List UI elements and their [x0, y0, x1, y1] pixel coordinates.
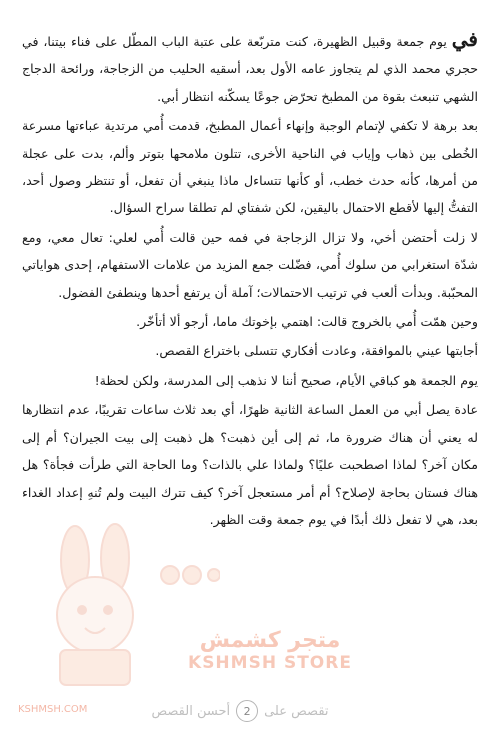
- store-name-english: KSHMSH STORE: [188, 653, 352, 673]
- paragraph-4: وحين همّت أُمي بالخروج قالت: اهتمي بإخوتك ماما، أرجو ألا أتأخّر.: [136, 314, 478, 330]
- lead-word: في: [451, 27, 478, 51]
- store-watermark: [140, 628, 400, 673]
- body-text: [22, 26, 478, 535]
- paragraph-2: بعد برهة لا تكفي لإتمام الوجبة وإنهاء أعمال المطبخ، قدمت أُمي مرتدية عباءتها مسرعة الخُطى بين ذهاب وإياب في الناحية الأخرى، تتلون ملامحها بتوتر وألم، بدت على عجلة من أمرها، كأنه حدث خطب، أو كأنها تتساءل ماذا ينبغي أن تفعل، أو تنتظر وصول أحد، التفتُّ إليها لأقطع الاحتمال باليقين، لكن شفتاي لم تطلقا سراح السؤال.: [22, 118, 478, 216]
- paragraph-7: عادة يصل أبي من العمل الساعة الثانية ظهرًا، أي بعد ثلاث ساعات تقريبًا، عدم انتظارها له يعني أن هناك ضرورة ما، ثم إلى أين ذهبت؟ هل ذهبت إلى بيت الجيران؟ أم إلى مكان آخر؟ لماذا اصطحبت عليًا؟ ولماذا علي بالذات؟ وما الحاجة التي طرأت فجأة؟ هل هناك فستان بحاجة لإصلاح؟ أم أمر مستعجل آخر؟ كيف تترك البيت ولم تُنهِ إعداد الغداء بعد، هي لا تفعل ذلك أبدًا في يوم جمعة وقت الظهر.: [22, 402, 478, 527]
- page-footer: [120, 700, 360, 722]
- paragraph-3: لا زلت أحتضن أخي، ولا تزال الزجاجة في فمه حين قالت أُمي لعلي: تعال معي، ومع شدّة استغرابي من سلوك أُمي، فضّلت جمع المزيد من علامات الاستفهام، إحدى هواياتي المحبّبة. وبدأت ألعب في ترتيب الاحتمالات؛ آملة أن يرتفع أحدها وينطفئ الفضول.: [22, 229, 478, 300]
- watermark-url: KSHMSH.COM: [18, 704, 88, 715]
- paragraph-1-text: يوم جمعة وقبيل الظهيرة، كنت متربّعة على عتبة الباب المطّل على فناء بيتنا، في حجري محمد الذي لم يتجاوز عامه الأول بعد، أسقيه الحليب من الزجاجة، ورائحة الدجاج الشهي تنبعث بقوة من المطبخ تحرّض جوعًا يسكّنه انتظار أبي.: [22, 34, 478, 104]
- paragraph-6: يوم الجمعة هو كباقي الأيام، صحيح أننا لا نذهب إلى المدرسة، ولكن لحظة!: [94, 372, 478, 388]
- paragraph-1: [22, 26, 478, 110]
- footer-title-right: أحسن القصص: [151, 703, 231, 719]
- footer-title-left: تقصص على: [264, 703, 329, 719]
- store-name-arabic: متجر كشمش: [199, 628, 341, 653]
- mascot-watermark-icon: [20, 520, 220, 700]
- page-number: 2: [236, 700, 258, 722]
- paragraph-5: أجابتها عيني بالموافقة، وعادت أفكاري تتسلى باختراع القصص.: [155, 343, 478, 359]
